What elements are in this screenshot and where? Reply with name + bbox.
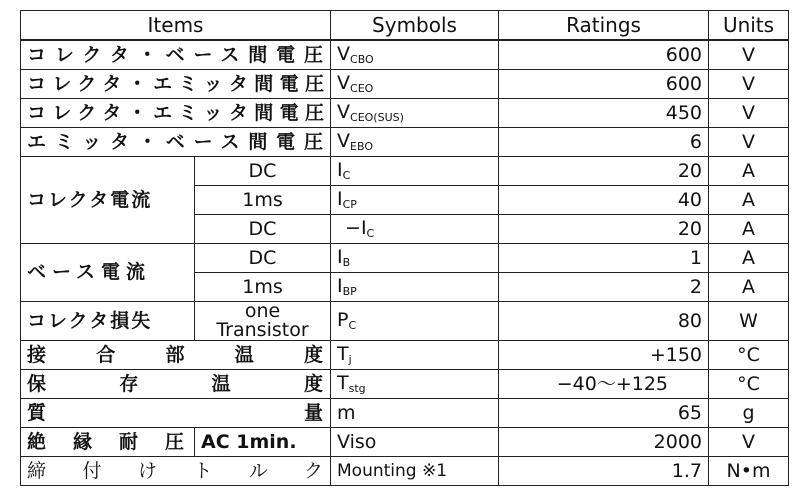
unit: N•m: [709, 457, 789, 486]
unit: W: [709, 302, 789, 341]
table-row: [21, 157, 789, 186]
table-row: [21, 428, 789, 457]
table-row: [21, 302, 789, 341]
symbol-main: T: [337, 343, 349, 365]
symbol-subscript: C: [342, 169, 351, 182]
unit: A: [709, 186, 789, 215]
item-name: コレクタ・ベース間電圧: [21, 40, 331, 70]
rating: 600: [499, 70, 709, 99]
rating: 20: [499, 157, 709, 186]
unit: g: [709, 399, 789, 428]
symbol-subscript: EBO: [350, 140, 373, 153]
rating: 2000: [499, 428, 709, 457]
symbol-main: V: [337, 43, 351, 65]
rating: 20: [499, 215, 709, 244]
rating: 2: [499, 273, 709, 302]
item-name-collector-current: コレクタ電流: [21, 157, 195, 244]
symbol-main: I: [337, 246, 343, 268]
symbol-subscript: stg: [348, 382, 366, 395]
symbol-subscript: j: [348, 353, 352, 366]
symbol-main: I: [360, 217, 367, 239]
condition-line: one: [244, 301, 281, 322]
rating: 600: [499, 40, 709, 70]
unit: °C: [709, 370, 789, 399]
symbol: [331, 302, 499, 341]
unit: V: [709, 40, 789, 70]
item-name: 締付けトルク: [21, 457, 331, 486]
symbol: [331, 157, 499, 186]
symbol-subscript: CP: [342, 198, 357, 211]
item-name: コレクタ損失: [21, 302, 195, 341]
symbol-subscript: B: [342, 256, 351, 269]
item-name: 質量: [21, 399, 331, 428]
rating: −40～+125: [499, 370, 709, 399]
unit: °C: [709, 341, 789, 370]
symbol-subscript: CEO: [350, 82, 374, 95]
condition: DC: [195, 244, 331, 273]
item-name: 絶縁耐圧: [21, 428, 195, 457]
condition: AC 1min.: [195, 428, 331, 457]
symbol-main: I: [337, 159, 343, 181]
table-row: [21, 99, 789, 128]
symbol: [331, 128, 499, 157]
symbol: m: [331, 399, 499, 428]
symbol: [331, 244, 499, 273]
condition: DC: [195, 215, 331, 244]
header-row: [21, 11, 789, 41]
rating: 6: [499, 128, 709, 157]
symbol-subscript: CEO(SUS): [350, 111, 404, 124]
symbol: [331, 40, 499, 70]
table-row: [21, 128, 789, 157]
rating: 1: [499, 244, 709, 273]
unit: V: [709, 128, 789, 157]
table-row: [21, 70, 789, 99]
table-row: [21, 370, 789, 399]
symbol-main: I: [337, 188, 343, 210]
symbol: [331, 70, 499, 99]
symbol-main: V: [337, 130, 351, 152]
symbol-subscript: C: [348, 319, 357, 332]
unit: A: [709, 215, 789, 244]
items-header: Items: [21, 11, 331, 41]
item-name-base-current: ベース電流: [21, 244, 195, 302]
symbol: [331, 99, 499, 128]
unit: A: [709, 157, 789, 186]
unit: V: [709, 99, 789, 128]
units-header: Units: [709, 11, 789, 41]
symbol-subscript: CBO: [350, 53, 374, 66]
rating: 80: [499, 302, 709, 341]
symbol-subscript: C: [366, 227, 375, 240]
symbol: Mounting ※1: [331, 457, 499, 486]
item-name: コレクタ・エミッタ間電圧: [21, 70, 331, 99]
condition: [195, 302, 331, 341]
condition-line: Transistor: [216, 319, 309, 341]
condition: 1ms: [195, 186, 331, 215]
unit: V: [709, 70, 789, 99]
ratings-header: Ratings: [499, 11, 709, 41]
rating: 450: [499, 99, 709, 128]
condition: 1ms: [195, 273, 331, 302]
symbol-main: V: [337, 101, 351, 123]
symbol-subscript: BP: [342, 285, 357, 298]
symbol: [331, 186, 499, 215]
symbol: [331, 370, 499, 399]
table-row: [21, 244, 789, 273]
symbol-prefix: −: [345, 217, 361, 239]
symbol: Viso: [331, 428, 499, 457]
item-name: エミッタ・ベース間電圧: [21, 128, 331, 157]
condition: DC: [195, 157, 331, 186]
absolute-maximum-ratings-table: [20, 10, 789, 486]
table-row: [21, 341, 789, 370]
symbol-main: V: [337, 72, 351, 94]
item-name: コレクタ・エミッタ間電圧: [21, 99, 331, 128]
unit: A: [709, 244, 789, 273]
table-row: [21, 40, 789, 70]
rating: 40: [499, 186, 709, 215]
rating: 65: [499, 399, 709, 428]
unit: V: [709, 428, 789, 457]
table-row: [21, 399, 789, 428]
symbols-header: Symbols: [331, 11, 499, 41]
symbol: [331, 341, 499, 370]
item-name: 保存温度: [21, 370, 331, 399]
table-row: [21, 457, 789, 486]
symbol: [331, 215, 499, 244]
symbol: [331, 273, 499, 302]
rating: +150: [499, 341, 709, 370]
item-name: 接合部温度: [21, 341, 331, 370]
unit: A: [709, 273, 789, 302]
symbol-main: T: [337, 372, 349, 394]
symbol-main: I: [337, 275, 343, 297]
rating: 1.7: [499, 457, 709, 486]
symbol-main: P: [337, 309, 349, 331]
